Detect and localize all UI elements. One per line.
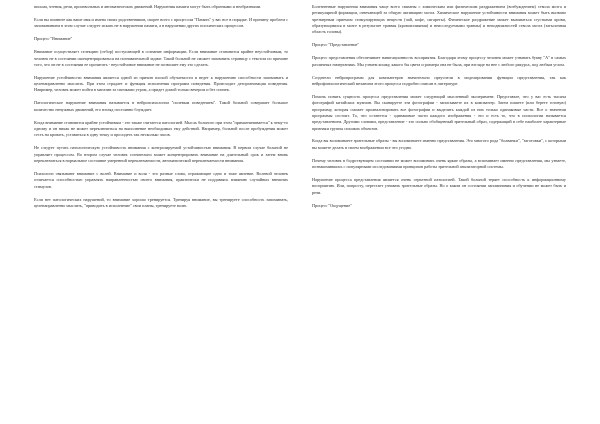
paragraph: Болезненные нарушения внимания чаще всего связаны с химическим или физическим раздражением (возбуждением) ствола мозга и ретикулярной формации, отвечающей за общую активацию мозга. Химическое нарушение устойчивости внимания может быть вызвано чрезмерным приемом стимулирующих веществ (чай, кофе, сигареты). Физическое раздражение может вызываться сгустками крови, образующимися в мозге в результате травмы (кровоизлияния) и неисследуемыми травмы) и неподвижностей ствола мозга (затылочная область головы). [312,4,566,35]
paragraph: письма, чтения, речи, произвольных и автоматических движений. Нарушения памяти могут быть образными и необразными. [34,4,262,9]
paragraph: Не следует путать патологическую устойчивость внимания с контролируемой устойчивостью внимания. В первом случае больной не управляет процессом. Во втором случае человек сознательно может концентрировать внимание на длительный срок и затем вновь переключиться в нормальное состояние умеренной переключаемости, автоматической переключаемости внимания. [34,145,288,163]
paragraph: Когда вы вспоминаете зрительные образы - вы вспоминаете именно представления. Это многого рода "болванки", "заготовки", с которыми вы можете делать в своем воображении все что угодно. [312,138,566,150]
paragraph: Если нет патологических нарушений, то внимание хорошо тренируется. Тренируя внимание, вы тренируете способность запоминать, целенаправленно мыслить, "приводить в исполнение" свои планы, тренируете волю. [34,196,288,208]
section-heading-attention: Процесс "Внимание" [34,36,73,42]
paragraph: Создатели нейропрограмм для компьютеров значительно преуспели в моделировании функции представления, так как нейрофизиологический механизм этого процесса подробно описан в литературе. [312,74,566,86]
left-column [34,4,288,424]
paragraph: Почему человек в бодрствующем состоянии не может вспоминать очень яркие образы, а вспоминает именно представления, мы узнаете, познакомившись с популярными исследованиями принципов работы зрительной анализаторной системы. [312,157,566,170]
paragraph: Нарушение процесса представления является очень серьезной патологией. Такой больной теряет способность к информационному восприятию. Или, попросту, перестает узнавать зрительные образы. Но о каком он состоянии запоминания и обучении не может быть и речи. [312,177,566,195]
paragraph: Внимание осуществляет селекцию (отбор) поступающей в сознание информации. Если внимание становится крайне неустойчивым, то человек не в состоянии сконцентрироваться на познавательной задаче. Такой больной не сможет запомнить страницу с текстом по причине того, что он не в состоянии ее прочитать - неустойчивое внимание не позволяет ему это сделать. [34,49,288,67]
paragraph: Помочь понять сущность процесса представления может следующий мысленный эксперимент. Представьте, что у вас есть тысяча фотографий китайских мужчин. Вы сканируете эти фотографии - записываете их в компьютер. Затем пишете (или берете готовую) программу, которая сможет проанализировать все фотографии и выделить каждой из них только одинаковые части. Все о значении программы состоит. То, что останется - одинаковые части каждого изображения - это и есть то, что в психологии называется представлением. Другими словами, представление - это сильно обобщенный зрительный образ, содержащий в себе наиболее характерные признаки группы похожих объектов. [312,93,566,131]
paragraph: Психологи связывают внимание с волей. Внимание и воля - это разные слова, отражающие одно и тоже явление. Волевой человек отличается способностью управлять направленностью своего внимания, практически не поддаваясь влиянию случайных внешних стимулов. [34,170,288,189]
paragraph: Если вы помните как ваше имя и имена своих родственников, скорее всего с процессом "Память" у вас все в порядке. И причину проблем с запоминанием в этом случае следует искать не в нарушении памяти, а в нарушении других психических процессов. [34,16,288,29]
paragraph: Патологическое нарушение внимания называется в нейропсихологии "полевым поведением". Такой больной совершает большое количество ненужных движений, его взгляд постоянно блуждает. [34,100,288,112]
paragraph: Когда внимание становится крайне устойчивым - это также считается патологией. Мысль больного при этом "примагничивается" к чему-то одному и он никак не может переключиться на выполнение необходимых ему действий. Например, больной после пробуждения может сесть на кровать, уставиться в одну точку и просидеть так несколько часов. [34,119,288,138]
right-column [312,4,566,424]
paragraph: Процесс представления обеспечивает навигационность восприятия. Благодаря этому процессу человек может узнавать букву "А" в самых различных начертаниях. Мы узнаем кошку, какого бы цвета и размера она не была, при взгляде на нее с любого ракурса, под любым углом. [312,55,566,67]
section-heading-representation: Процесс "Представление" [312,42,360,48]
section-heading-sensation: Процесс "Ощущение" [312,202,352,208]
paragraph: Нарушение устойчивости внимания является одной из причин плохой обучаемости и ведет к нарушению способности запоминать и целенаправленно мыслить. При этом страдает и функция исполнения программ поведения. Происходит дезорганизация поведения. Например, человек может пойти в магазин за спичками утром, а придет домой только вечером и без спичек. [34,74,288,93]
